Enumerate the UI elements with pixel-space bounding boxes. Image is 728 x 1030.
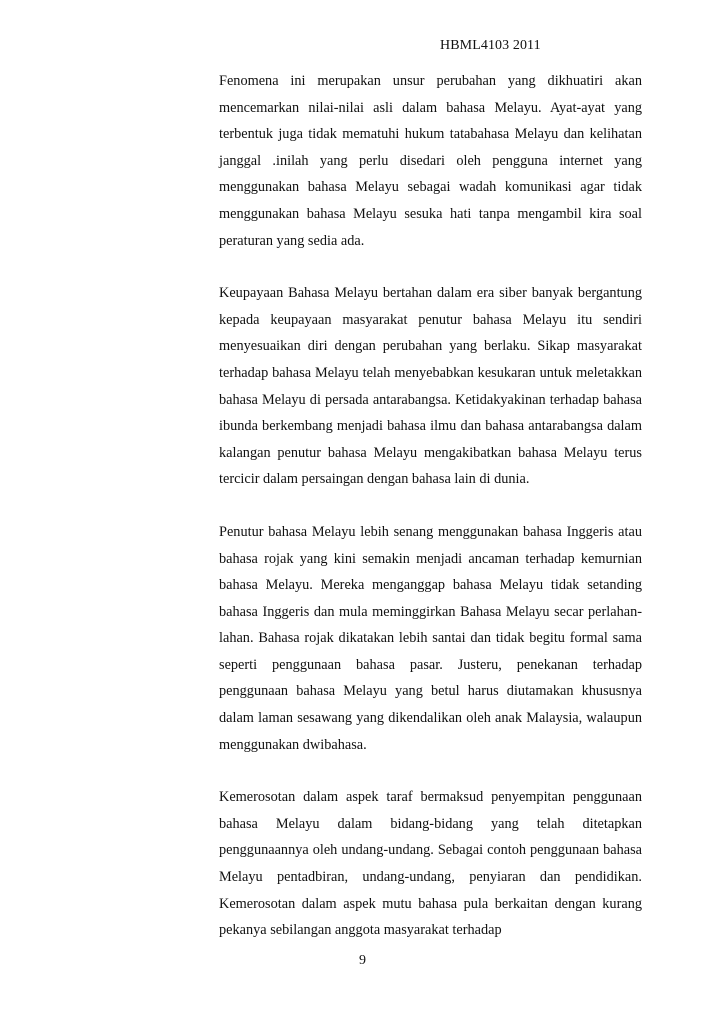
- paragraph-1: Fenomena ini merupakan unsur perubahan yang dikhuatiri akan mencemarkan nilai-nilai asli dalam bahasa Melayu. Ayat-ayat yang terbentuk juga tidak mematuhi hukum tatabahasa Melayu dan kelihatan janggal .inilah yang perlu disedari oleh pengguna internet yang menggunakan bahasa Melayu sebagai wadah komunikasi agar tidak menggunakan bahasa Melayu sesuka hati tanpa mengambil kira soal peraturan yang sedia ada.: [219, 73, 642, 249]
- paragraph-4: Kemerosotan dalam aspek taraf bermaksud penyempitan penggunaan bahasa Melayu dalam bidang-bidang yang telah ditetapkan penggunaannya oleh undang-undang. Sebagai contoh penggunaan bahasa Melayu pentadbiran, undang-undang, penyiaran dan pendidikan. Kemerosotan dalam aspek mutu bahasa pula berkaitan dengan kurang pekanya sebilangan anggota masyarakat terhadap: [219, 789, 642, 939]
- paragraph-2: Keupayaan Bahasa Melayu bertahan dalam era siber banyak bergantung kepada keupayaan masyarakat penutur bahasa Melayu itu sendiri menyesuaikan diri dengan perubahan yang berlaku. Sikap masyarakat terhadap bahasa Melayu telah menyebabkan kesukaran untuk meletakkan bahasa Melayu di persada antarabangsa. Ketidakyakinan terhadap bahasa ibunda berkembang menjadi bahasa ilmu dan bahasa antarabangsa dalam kalangan penutur bahasa Melayu mengakibatkan bahasa Melayu terus tercicir dalam persaingan dengan bahasa lain di dunia.: [219, 285, 642, 488]
- paragraph-3: Penutur bahasa Melayu lebih senang menggunakan bahasa Inggeris atau bahasa rojak yang kini semakin menjadi ancaman terhadap kemurnian bahasa Melayu. Mereka menganggap bahasa Melayu tidak setanding bahasa Inggeris dan mula meminggirkan Bahasa Melayu secar perlahan-lahan. Bahasa rojak dikatakan lebih santai dan tidak begitu formal sama seperti penggunaan bahasa pasar. Justeru, penekanan terhadap penggunaan bahasa Melayu yang betul harus diutamakan khususnya dalam laman sesawang yang dikendalikan oleh anak Malaysia, walaupun menggunakan dwibahasa.: [219, 523, 642, 753]
- page-header: HBML4103 2011: [440, 38, 541, 53]
- page-number: 9: [359, 953, 366, 968]
- document-body: [219, 68, 642, 944]
